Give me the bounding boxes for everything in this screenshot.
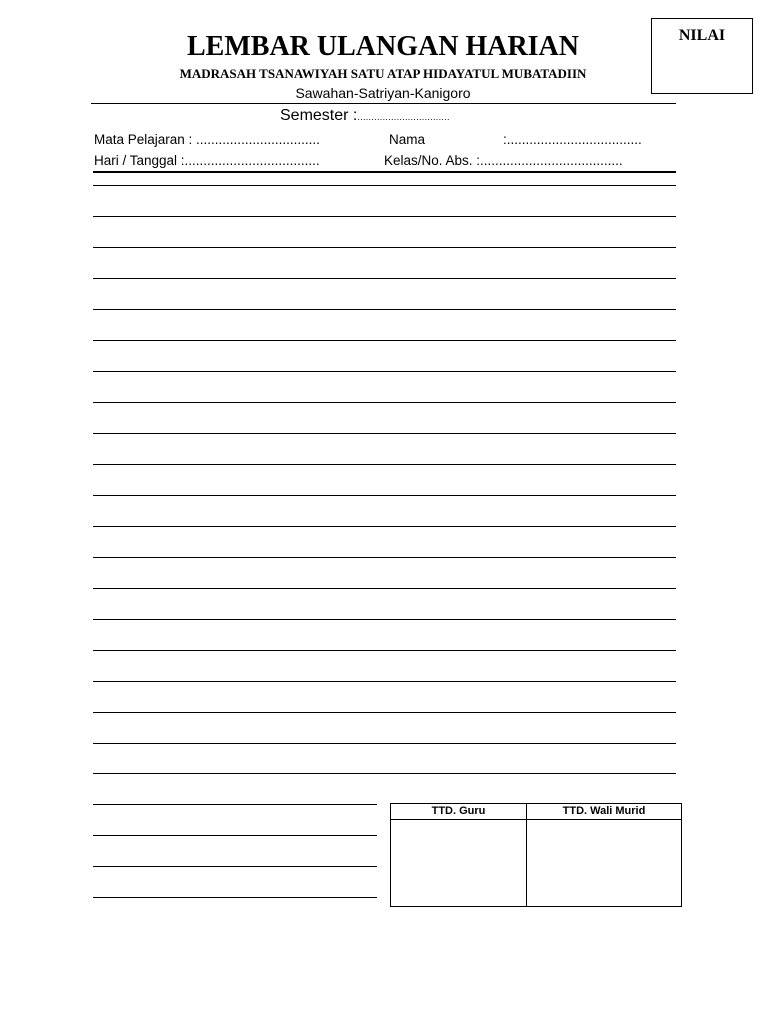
answer-line bbox=[93, 371, 676, 372]
answer-line bbox=[93, 278, 676, 279]
info-divider bbox=[93, 171, 676, 173]
answer-line bbox=[93, 588, 676, 589]
header-divider bbox=[91, 103, 676, 104]
teacher-signature-header: TTD. Guru bbox=[431, 805, 486, 817]
name-label: Nama bbox=[389, 132, 426, 147]
answer-line bbox=[93, 464, 676, 465]
answer-line bbox=[93, 247, 676, 248]
page-title: LEMBAR ULANGAN HARIAN bbox=[186, 31, 579, 62]
answer-line bbox=[93, 309, 676, 310]
answer-line bbox=[93, 681, 676, 682]
signature-table bbox=[390, 803, 682, 907]
answer-line bbox=[93, 650, 676, 651]
answer-line bbox=[93, 526, 676, 527]
answer-line bbox=[93, 743, 676, 744]
answer-line bbox=[93, 185, 676, 186]
answer-line bbox=[93, 835, 377, 836]
semester-dots: ................................. bbox=[357, 112, 450, 122]
answer-line bbox=[93, 402, 676, 403]
school-name: MADRASAH TSANAWIYAH SATU ATAP HIDAYATUL MUBATADIIN bbox=[179, 66, 587, 81]
school-address: Sawahan-Satriyan-Kanigoro bbox=[295, 85, 471, 101]
answer-line bbox=[93, 340, 676, 341]
subject-field[interactable]: Mata Pelajaran : ................................. bbox=[94, 132, 320, 147]
teacher-signature-cell[interactable] bbox=[391, 820, 526, 906]
answer-line bbox=[93, 712, 676, 713]
semester-field[interactable] bbox=[280, 106, 450, 127]
name-field[interactable]: :.................................... bbox=[503, 132, 642, 147]
answer-line bbox=[93, 773, 676, 774]
date-field[interactable]: Hari / Tanggal :.................................... bbox=[94, 153, 320, 168]
score-box[interactable] bbox=[651, 18, 753, 94]
answer-line bbox=[93, 866, 377, 867]
answer-line bbox=[93, 897, 377, 898]
answer-line bbox=[93, 216, 676, 217]
guardian-signature-cell[interactable] bbox=[527, 820, 681, 906]
answer-line bbox=[93, 804, 377, 805]
class-number-field[interactable]: Kelas/No. Abs. :...................................... bbox=[384, 153, 623, 168]
answer-line bbox=[93, 433, 676, 434]
answer-line bbox=[93, 557, 676, 558]
guardian-signature-header: TTD. Wali Murid bbox=[562, 805, 646, 817]
semester-label: Semester : bbox=[280, 107, 358, 124]
answer-line bbox=[93, 495, 676, 496]
score-label: NILAI bbox=[678, 27, 726, 44]
answer-line bbox=[93, 619, 676, 620]
